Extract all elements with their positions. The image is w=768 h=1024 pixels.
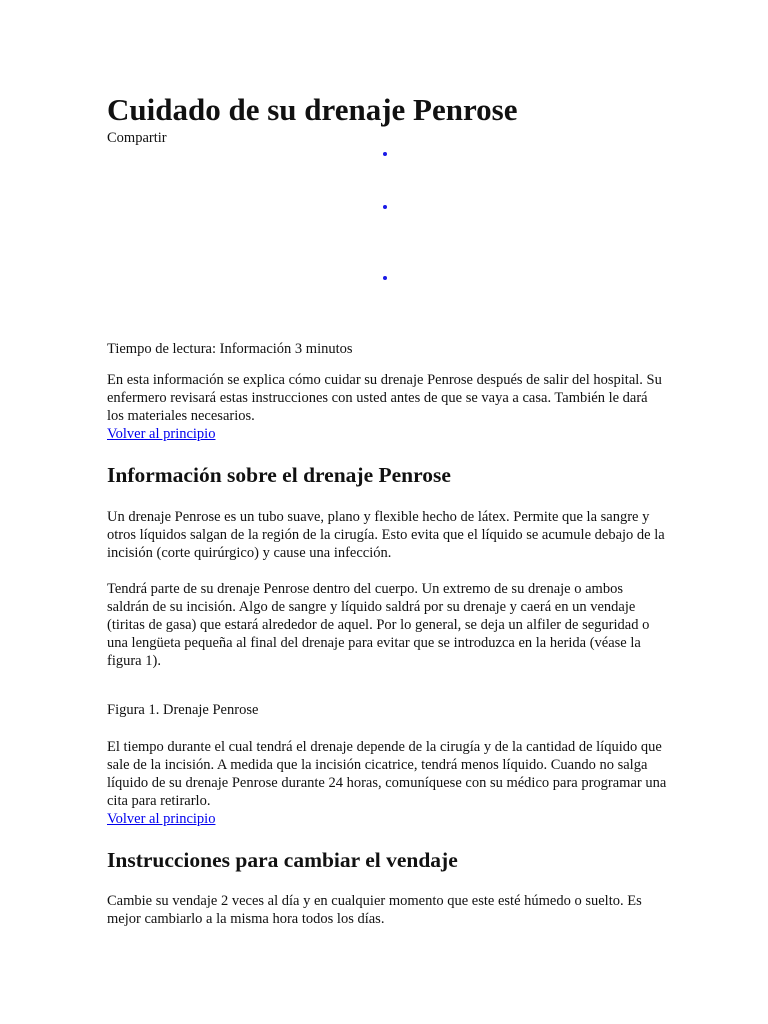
instructions-paragraph: Cambie su vendaje 2 veces al día y en cualquier momento que este esté húmedo o suelto. Es mejor cambiarlo a la misma hora todos los días. (107, 893, 642, 927)
section-heading-instructions: Instrucciones para cambiar el vendaje (107, 848, 458, 872)
reading-time: Tiempo de lectura: Información 3 minutos (107, 341, 353, 357)
figure-caption: Figura 1. Drenaje Penrose (107, 702, 259, 718)
back-to-top-link[interactable]: Volver al principio (107, 426, 216, 442)
share-option-bullet[interactable] (383, 276, 387, 280)
intro-paragraph: En esta información se explica cómo cuidar su drenaje Penrose después de salir del hospital. Su enfermero revisará estas instrucciones con usted antes de que se vaya a casa. También le dará los materiales necesarios. (107, 372, 662, 424)
info-paragraph: Un drenaje Penrose es un tubo suave, plano y flexible hecho de látex. Permite que la sangre y otros líquidos salgan de la región de la cirugía. Esto evita que el líquido se acumule debajo de la incisión (corte quirúrgico) y cause una infección. (107, 509, 665, 561)
section-heading-info: Información sobre el drenaje Penrose (107, 463, 451, 487)
back-to-top-link[interactable]: Volver al principio (107, 811, 216, 827)
share-link[interactable]: Compartir (107, 130, 167, 146)
page-title: Cuidado de su drenaje Penrose (107, 92, 518, 127)
info-paragraph: El tiempo durante el cual tendrá el drenaje depende de la cirugía y de la cantidad de líquido que sale de la incisión. A medida que la incisión cicatrice, tendrá menos líquido. Cuando no salga líquido de su drenaje Penrose durante 24 horas, comuníquese con su médico para programar una cita para retirarlo. (107, 739, 667, 809)
share-option-bullet[interactable] (383, 152, 387, 156)
info-paragraph: Tendrá parte de su drenaje Penrose dentro del cuerpo. Un extremo de su drenaje o ambos saldrán de su incisión. Algo de sangre y líquido saldrá por su drenaje y caerá en un vendaje (tiritas de gasa) que estará alrededor de aquel. Por lo general, se deja un alfiler de seguridad o una lengüeta pequeña al final del drenaje para evitar que se introduzca en la herida (véase la figura 1). (107, 581, 650, 669)
share-option-bullet[interactable] (383, 205, 387, 209)
